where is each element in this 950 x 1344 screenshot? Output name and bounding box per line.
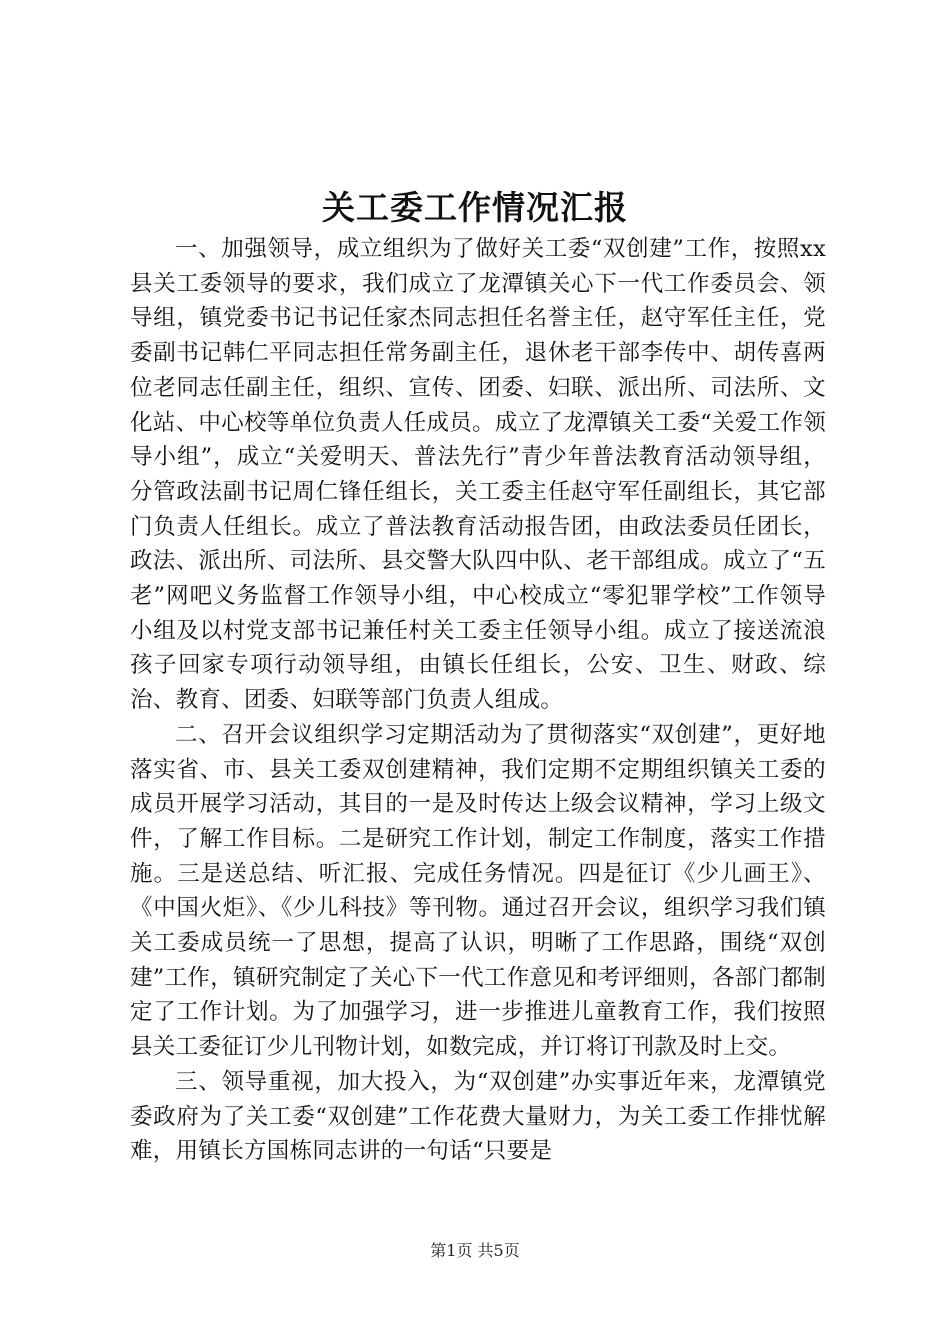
paragraph-3: 三、领导重视，加大投入，为“双创建”办实事近年来，龙潭镇党委政府为了关工委“双创建”工作花费大量财力，为关工委工作排忧解难，用镇长方国栋同志讲的一句话“只要是 [130,1068,826,1165]
paragraph-1: 一、加强领导，成立组织为了做好关工委“双创建”工作，按照xx县关工委领导的要求，我们成立了龙潭镇关心下一代工作委员会、领导组，镇党委书记书记任家杰同志担任名誉主任，赵守军任主任，党委副书记韩仁平同志担任常务副主任，退休老干部李传中、胡传喜两位老同志任副主任，组织、宣传、团委、妇联、派出所、司法所、文化站、中心校等单位负责人任成员。成立了龙潭镇关工委“关爱工作领导小组”，成立“关爱明天、普法先行”青少年普法教育活动领导组，分管政法副书记周仁锋任组长，关工委主任赵守军任副组长，其它部门负责人任组长。成立了普法教育活动报告团，由政法委员任团长，政法、派出所、司法所、县交警大队四中队、老干部组成。成立了“五老”网吧义务监督工作领导小组，中心校成立“零犯罪学校”工作领导小组及以村党支部书记兼任村关工委主任领导小组。成立了接送流浪孩子回家专项行动领导组，由镇长任组长，公安、卫生、财政、综治、教育、团委、妇联等部门负责人组成。 [130,236,826,714]
document-body [130,232,826,1169]
page-footer: 第1页 共5页 [430,1241,520,1260]
document-title: 关工委工作情况汇报 [322,188,628,227]
paragraph-2: 二、召开会议组织学习定期活动为了贯彻落实“双创建”，更好地落实省、市、县关工委双创建精神，我们定期不定期组织镇关工委的成员开展学习活动，其目的一是及时传达上级会议精神，学习上级文件，了解工作目标。二是研究工作计划，制定工作制度，落实工作措施。三是送总结、听汇报、完成任务情况。四是征订《少儿画王》、《中国火炬》、《少儿科技》等刊物。通过召开会议，组织学习我们镇关工委成员统一了思想，提高了认识，明晰了工作思路，围绕“双创建”工作，镇研究制定了关心下一代工作意见和考评细则，各部门都制定了工作计划。为了加强学习，进一步推进儿童教育工作，我们按照县关工委征订少儿刊物计划，如数完成，并订将订刊款及时上交。 [130,721,826,1061]
